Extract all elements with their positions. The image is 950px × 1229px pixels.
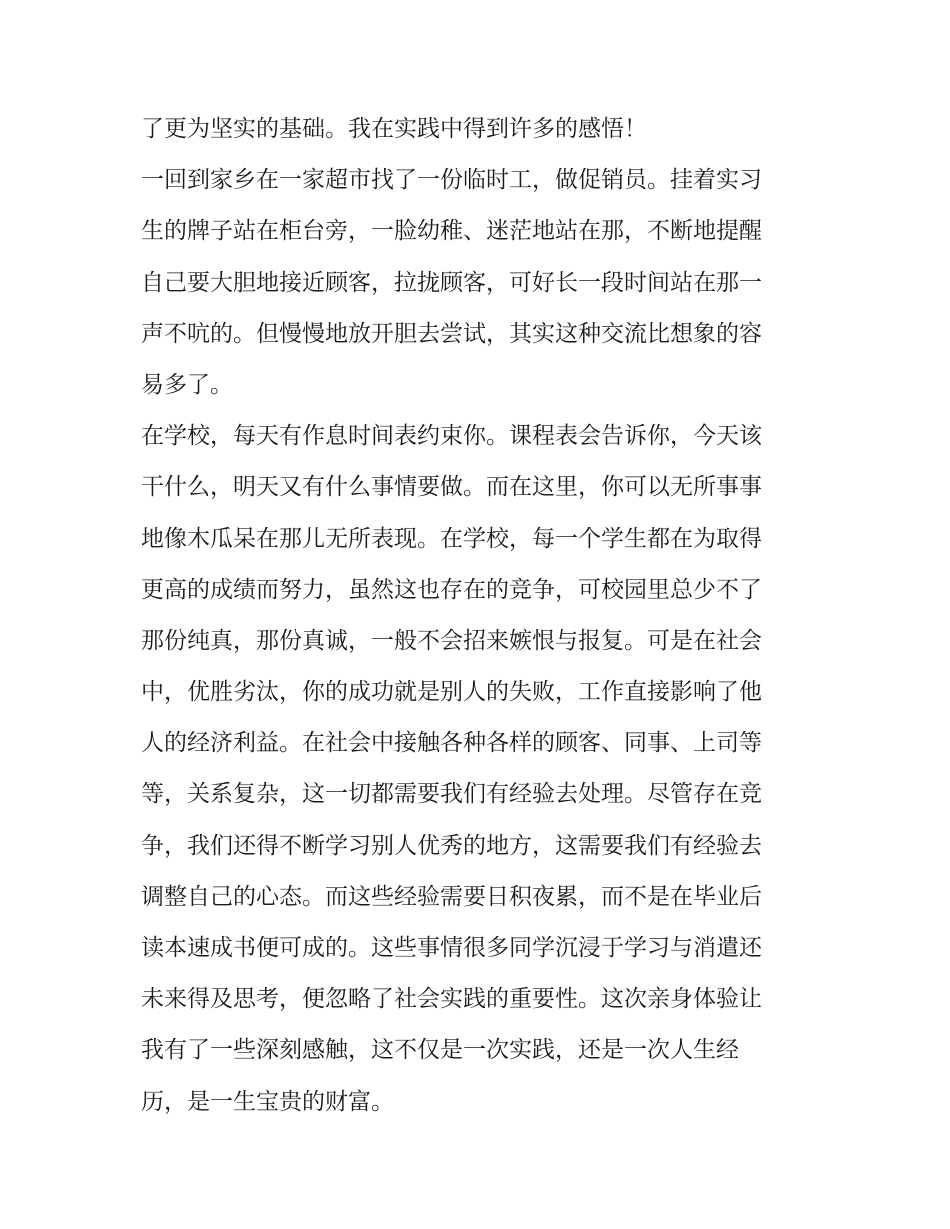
text-line: 地像木瓜呆在那儿无所表现。在学校，每一个学生都在为取得 [141, 525, 762, 552]
text-line: 一回到家乡在一家超市找了一份临时工，做促销员。挂着实习 [141, 167, 762, 194]
body-text [141, 104, 821, 1128]
text-line: 未来得及思考，便忽略了社会实践的重要性。这次亲身体验让 [141, 986, 762, 1013]
text-line: 更高的成绩而努力，虽然这也存在的竞争，可校园里总少不了 [141, 576, 762, 603]
text-line: 争，我们还得不断学习别人优秀的地方，这需要我们有经验去 [141, 832, 762, 859]
text-line: 人的经济利益。在社会中接触各种各样的顾客、同事、上司等 [141, 730, 762, 757]
text-line: 那份纯真，那份真诚，一般不会招来嫉恨与报复。可是在社会 [141, 627, 762, 654]
text-line: 了更为坚实的基础。我在实践中得到许多的感悟！ [141, 116, 647, 142]
text-line: 易多了。 [141, 371, 233, 398]
text-line: 历，是一生宝贵的财富。 [141, 1088, 394, 1115]
text-line: 自己要大胆地接近顾客，拉拢顾客，可好长一段时间站在那一 [141, 269, 762, 296]
text-line: 干什么，明天又有什么事情要做。而在这里，你可以无所事事 [141, 474, 762, 501]
text-line: 读本速成书便可成的。这些事情很多同学沉浸于学习与消遣还 [141, 935, 762, 961]
text-line: 声不吭的。但慢慢地放开胆去尝试，其实这种交流比想象的容 [141, 320, 762, 347]
text-line: 调整自己的心态。而这些经验需要日积夜累，而不是在毕业后 [141, 883, 762, 910]
text-line: 我有了一些深刻感触，这不仅是一次实践，还是一次人生经 [141, 1037, 739, 1064]
text-line: 中，优胜劣汰，你的成功就是别人的失败，工作直接影响了他 [141, 679, 762, 706]
text-line: 等，关系复杂，这一切都需要我们有经验去处理。尽管存在竞 [141, 781, 762, 808]
text-line: 在学校，每天有作息时间表约束你。课程表会告诉你，今天该 [141, 423, 762, 450]
text-line: 生的牌子站在柜台旁，一脸幼稚、迷茫地站在那，不断地提醒 [141, 218, 762, 245]
